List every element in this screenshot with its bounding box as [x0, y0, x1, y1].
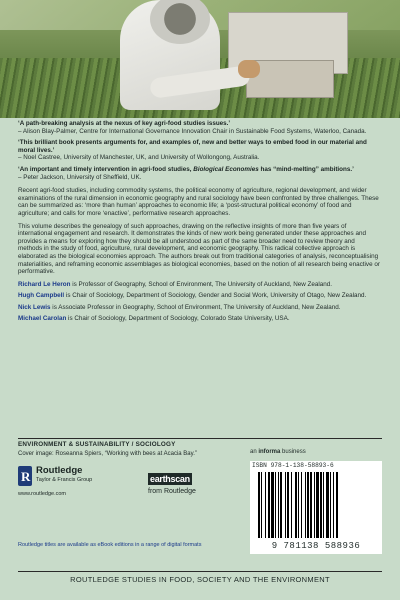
author-name: Hugh Campbell — [18, 292, 65, 300]
book-title-italic: Biological Economies — [193, 165, 259, 173]
isbn-text: ISBN 978-1-138-58893-6 — [250, 461, 382, 470]
isbn-barcode — [250, 469, 382, 554]
description-paragraph: Recent agri-food studies, including commodity systems, the political economy of agriculture, regional development, and wider examinations of the rural dimension in economic geography and rural sociology have been confronted by three challenges. These can be summarized as: ‘more than human’ approaches to economic life; a ‘post-structural political economy’ of food and agriculture; and calls for more ‘enactive’, performative research approaches. — [18, 187, 379, 217]
quote-text: ‘This brilliant book presents arguments for, and examples of, new and better ways to embed food in our material and moral lives.’ — [18, 139, 367, 154]
earthscan-brand: earthscan — [150, 474, 190, 484]
routledge-logo — [18, 463, 128, 503]
series-title: ROUTLEDGE STUDIES IN FOOD, SOCIETY AND THE ENVIRONMENT — [18, 571, 382, 584]
endorsement-quote — [18, 166, 380, 181]
author-name: Nick Lewis — [18, 303, 51, 311]
back-cover-footer — [0, 438, 400, 600]
author-name: Michael Carolan — [18, 315, 67, 323]
subject-category: ENVIRONMENT & SUSTAINABILITY / SOCIOLOGY — [18, 438, 382, 448]
quote-text-pre: ‘An important and timely intervention in agri-food studies, — [18, 165, 194, 173]
routledge-mark-icon — [18, 466, 32, 486]
author-affiliation: is Professor of Geography, School of Environment, The University of Auckland, New Zealand. — [70, 280, 333, 288]
barcode-number: 9 781138 588936 — [271, 541, 361, 551]
quote-text: ‘A path-breaking analysis at the nexus of key agri-food studies issues.’ — [18, 120, 231, 127]
author-affiliation: is Chair of Sociology, Department of Sociology, Colorado State University, USA. — [66, 315, 290, 323]
author-bio — [18, 292, 380, 300]
endorsement-quote — [18, 139, 380, 162]
barcode-bars-icon — [256, 472, 376, 538]
cover-photo — [0, 0, 400, 118]
author-name: Richard Le Heron — [18, 280, 71, 288]
informa-business-note: an informa business — [250, 449, 306, 455]
author-affiliation: is Chair of Sociology, Department of Sociology, Gender and Social Work, University of Otago, New Zealand. — [64, 292, 367, 300]
author-bio — [18, 315, 380, 323]
quote-text-post: has “mind-melting” ambitions.’ — [258, 165, 354, 173]
endorsement-quote — [18, 120, 380, 135]
quote-source: – Noel Castree, University of Manchester, UK, and University of Wollongong, Australia. — [18, 154, 260, 162]
author-bio — [18, 281, 380, 289]
author-affiliation: is Associate Professor in Geography, School of Environment, The University of Auckland, New Zealand. — [50, 303, 341, 311]
barcode-block — [250, 449, 382, 561]
description-paragraph: This volume describes the genealogy of such approaches, drawing on the reflective insights of more than five years of international engagement and research. It demonstrates the kinds of new work being generated under these approaches and provides a means for exploring how they should be all understood as part of the same broader need to review theory and methods in the study of food, agriculture, rural development, and economic geography. This radical collective approach is elaborated as the biological economies approach. The authors break out from traditional categories of analysis, reconceptualising materialities, and reframing economic assemblages as biological economies, based on the notion of all research being enactive or performative. — [18, 222, 380, 276]
publisher-group: Taylor & Francis Group — [36, 477, 93, 483]
quote-source: – Peter Jackson, University of Sheffield, UK. — [18, 173, 142, 181]
quote-text — [18, 166, 380, 174]
publisher-url: www.routledge.com — [18, 491, 66, 497]
cover-image-credit: Cover image: Roseanna Spiers, “Working with bees at Acacia Bay.” — [18, 451, 197, 457]
back-cover-text — [18, 120, 380, 327]
publisher-name: Routledge — [36, 465, 83, 476]
author-bio — [18, 304, 380, 312]
quote-source: – Alison Blay-Palmer, Centre for International Governance Innovation Chair in Sustainable Food Systems, Waterloo, Canada. — [18, 127, 367, 135]
ebook-note: Routledge titles are available as eBook editions in a range of digital formats — [18, 542, 202, 548]
earthscan-logo — [148, 469, 228, 499]
earthscan-from: from Routledge — [148, 488, 196, 495]
